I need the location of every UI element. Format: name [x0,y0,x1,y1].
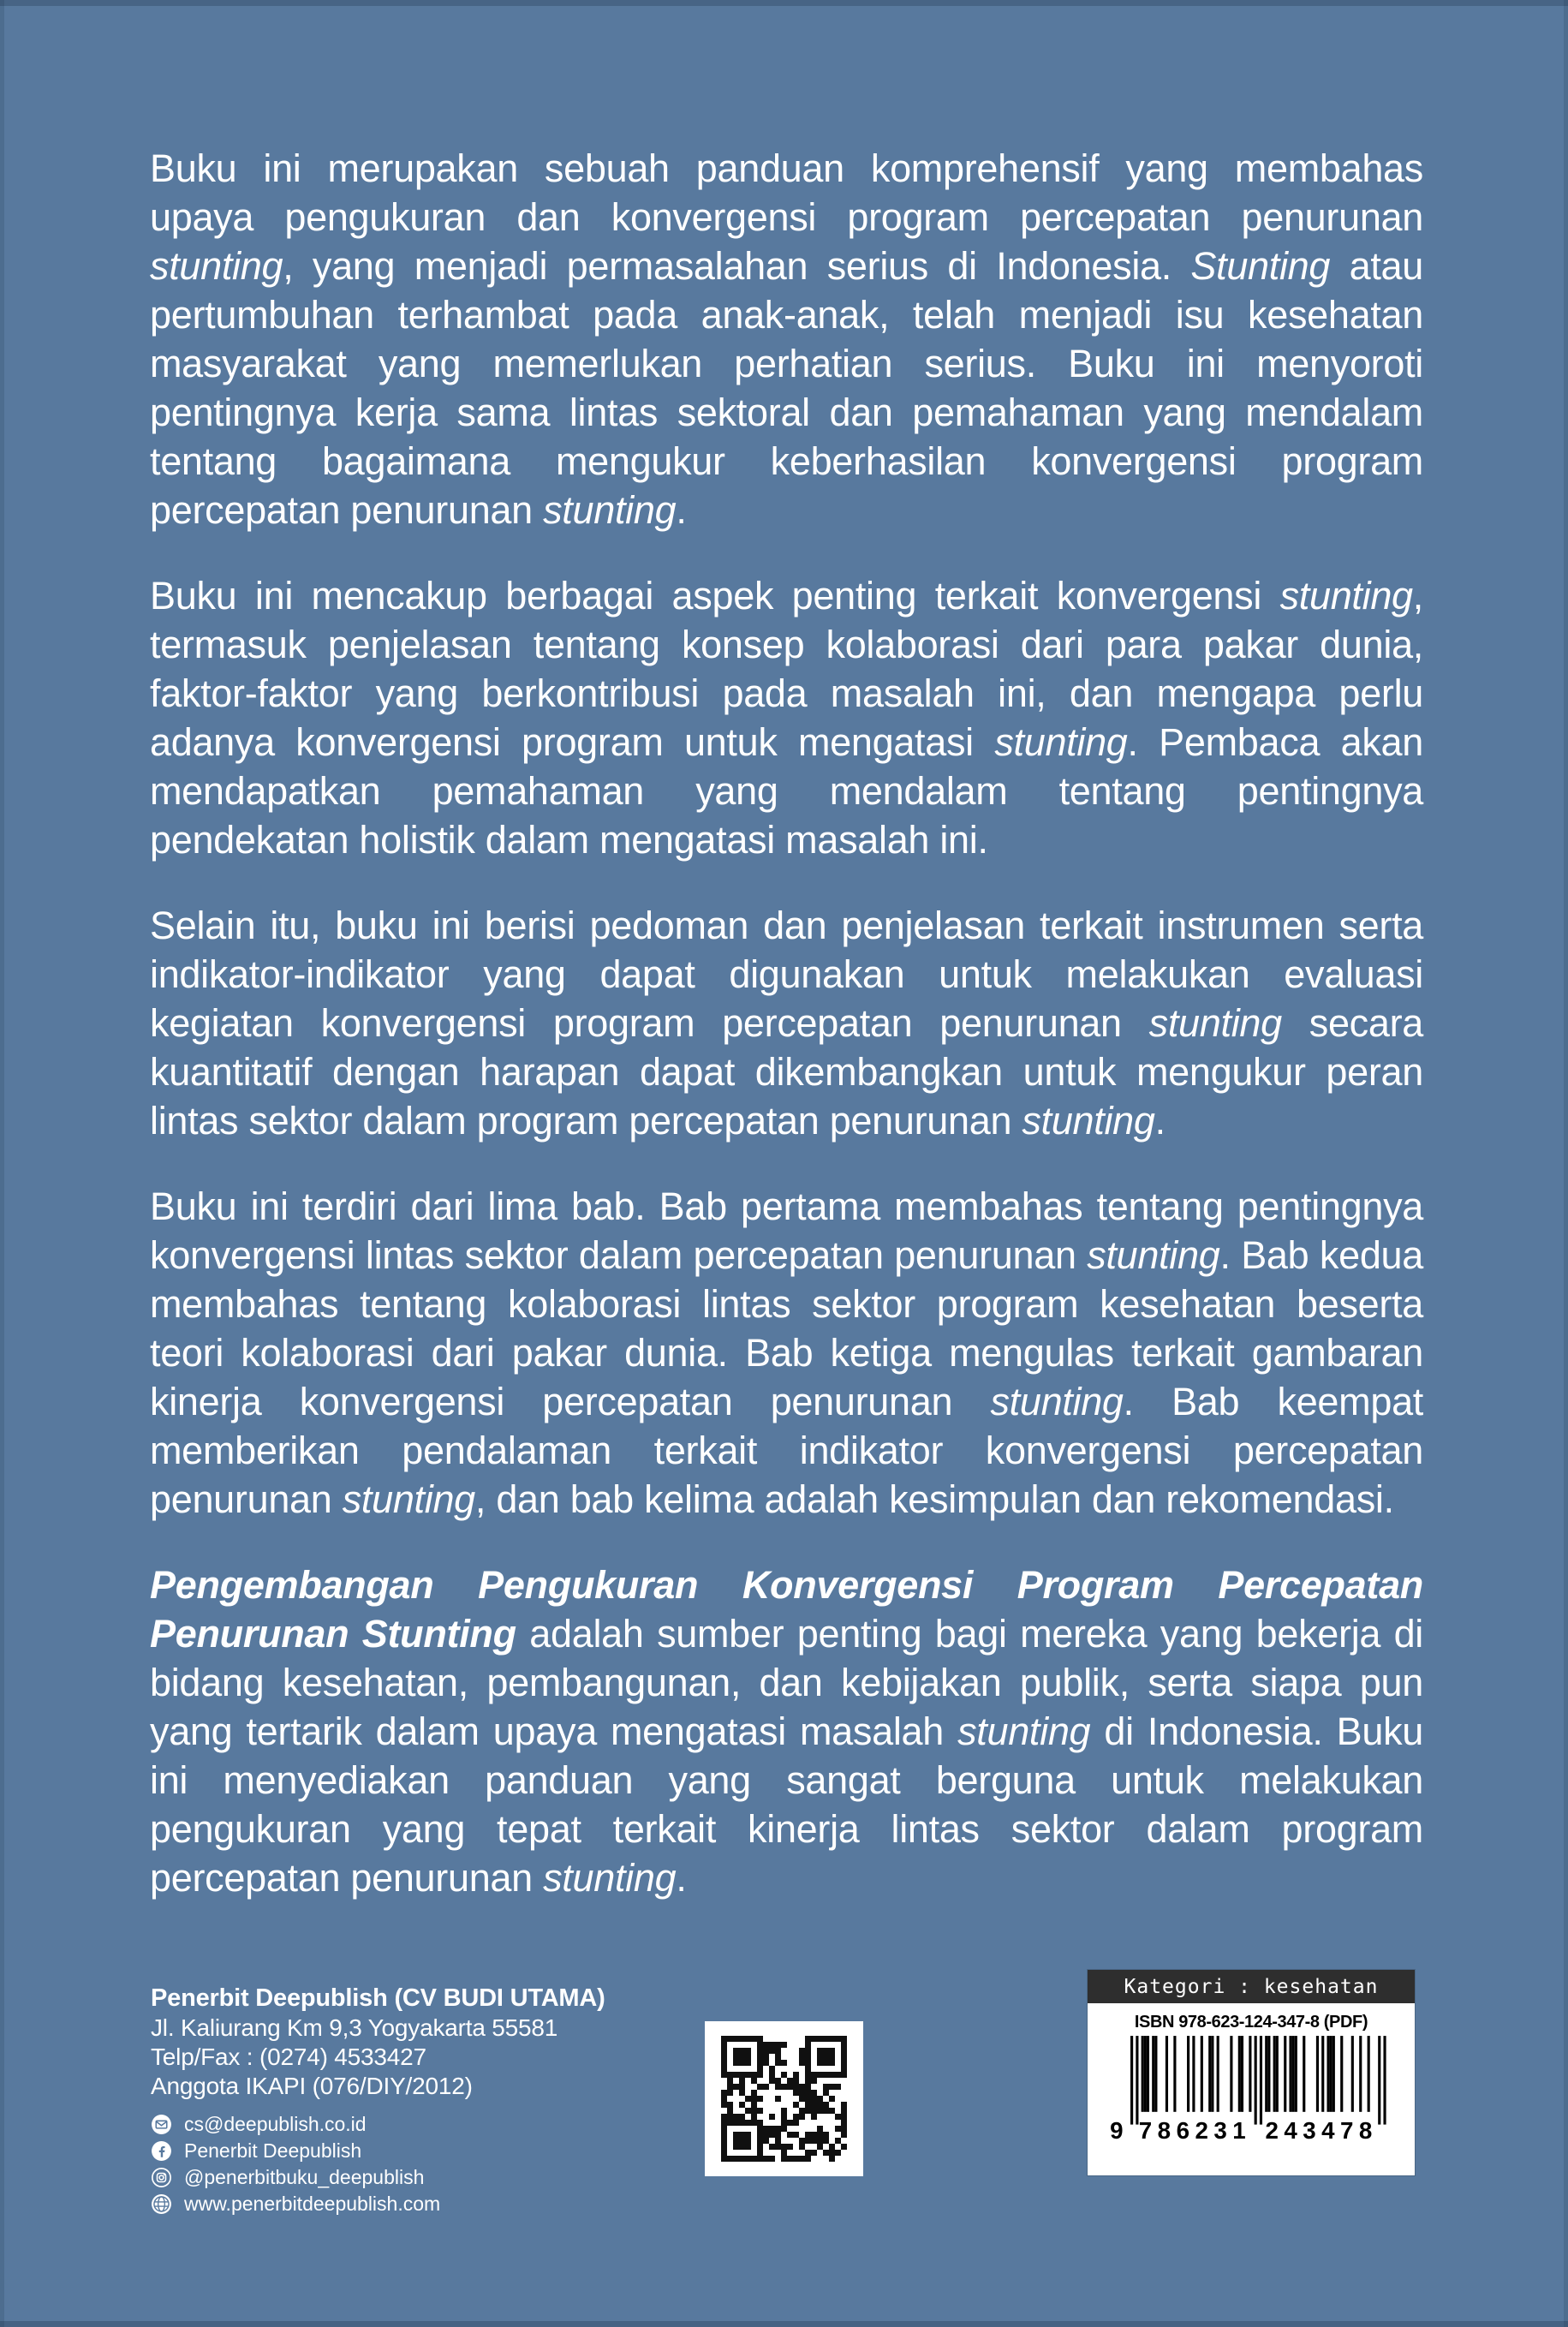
globe-icon [151,2193,172,2215]
qr-code [705,2021,863,2176]
synopsis-paragraph: Buku ini terdiri dari lima bab. Bab pertama membahas tentang pentingnya konvergensi lintas sektor dalam percepatan penurunan stunting. Bab kedua membahas tentang kolaborasi lintas sektor program kesehatan beserta teori kolaborasi dari pakar dunia. Bab ketiga mengulas terkait gambaran kinerja konvergensi percepatan penurunan stunting. Bab keempat memberikan pendalaman terkait indikator konvergensi percepatan penurunan stunting, dan bab kelima adalah kesimpulan dan rekomendasi. [150,1184,1424,1521]
right-edge-shadow [1564,0,1568,2327]
svg-text:9: 9 [1110,2117,1130,2142]
synopsis-text [150,144,1423,1939]
left-edge-shadow [0,0,4,2327]
contact-text: cs@deepublish.co.id [184,2113,367,2135]
instagram-icon [151,2167,172,2188]
barcode-image [1110,2036,1392,2142]
publisher-name: Penerbit Deepublish (CV BUDI UTAMA) [151,1984,605,2012]
contact-text: www.penerbitdeepublish.com [184,2193,441,2215]
svg-text:243478: 243478 [1265,2117,1378,2142]
synopsis-paragraph: Buku ini mencakup berbagai aspek penting terkait konvergensi stunting, termasuk penjelasan tentang konsep kolaborasi dari para pakar dunia, faktor-faktor yang berkontribusi pada masalah ini, dan mengapa perlu adanya konvergensi program untuk mengatasi stunting. Pembaca akan mendapatkan pemahaman yang mendalam tentang pentingnya pendekatan holistik dalam mengatasi masalah ini. [150,574,1423,862]
email-icon [151,2114,172,2135]
publisher-contacts [151,2111,605,2217]
isbn-panel [1088,1970,1415,2175]
contact-row [151,2164,605,2191]
synopsis-paragraph: Selain itu, buku ini berisi pedoman dan penjelasan terkait instrumen serta indikator-indikator yang dapat digunakan untuk melakukan evaluasi kegiatan konvergensi program percepatan penurunan stunting secara kuantitatif dengan harapan dapat dikembangkan untuk mengukur peran lintas sektor dalam program percepatan penurunan stunting. [150,904,1424,1143]
qr-code-image [721,2036,847,2162]
synopsis-paragraph: Pengembangan Pengukuran Konvergensi Program Percepatan Penurunan Stunting adalah sumber penting bagi mereka yang bekerja di bidang kesehatan, pembangunan, dan kebijakan publik, serta siapa pun yang tertarik dalam upaya mengatasi masalah stunting di Indonesia. Buku ini menyediakan panduan yang sangat berguna untuk melakukan pengukuran yang tepat terkait kinerja lintas sektor dalam program percepatan penurunan stunting. [150,1563,1424,1900]
isbn-number: ISBN 978-623-124-347-8 (PDF) [1134,2013,1368,2032]
facebook-icon [151,2140,172,2162]
publisher-membership: Anggota IKAPI (076/DIY/2012) [151,2073,473,2099]
category-badge: Kategori : kesehatan [1088,1970,1415,2003]
contact-text: Penerbit Deepublish [184,2139,362,2162]
contact-row [151,2111,605,2138]
contact-row [151,2191,605,2217]
publisher-phone: Telp/Fax : (0274) 4533427 [151,2044,426,2070]
isbn-body [1088,2013,1415,2185]
publisher-info [151,1984,605,2217]
contact-text: @penerbitbuku_deepublish [184,2166,425,2188]
barcode [1088,2036,1415,2142]
synopsis-paragraph: Buku ini merupakan sebuah panduan komprehensif yang membahas upaya pengukuran dan konvergensi program percepatan penurunan stunting, yang menjadi permasalahan serius di Indonesia. Stunting atau pertumbuhan terhambat pada anak-anak, telah menjadi isu kesehatan masyarakat yang memerlukan perhatian serius. Buku ini menyoroti pentingnya kerja sama lintas sektoral dan pemahaman yang mendalam tentang bagaimana mengukur keberhasilan konvergensi program percepatan penurunan stunting. [150,146,1423,532]
publisher-address: Jl. Kaliurang Km 9,3 Yogyakarta 55581 [151,2014,558,2041]
contact-row [151,2138,605,2164]
svg-text:786231: 786231 [1138,2117,1252,2142]
